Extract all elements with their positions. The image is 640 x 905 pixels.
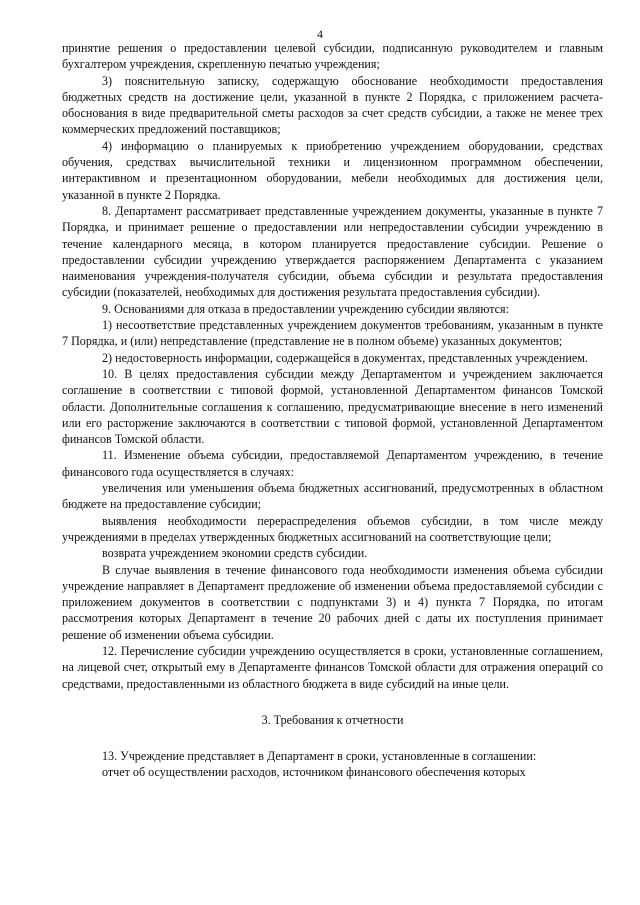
paragraph: 11. Изменение объема субсидии, предоставляемой Департаментом учреждению, в течение финансового года осуществляется в случаях:: [62, 448, 603, 479]
page-number: 4: [317, 27, 323, 41]
paragraph: 13. Учреждение представляет в Департамент в сроки, установленные в соглашении:: [102, 749, 537, 764]
paragraph: возврата учреждением экономии средств субсидии.: [102, 546, 368, 561]
paragraph: 1) несоответствие представленных учреждением документов требованиям, указанным в пункте 7 Порядка, и (или) непредставление (представление не в полном объеме) указанных документов;: [62, 318, 603, 349]
section-heading: 3. Требования к отчетности: [261, 712, 404, 727]
paragraph: увеличения или уменьшения объема бюджетных ассигнований, предусмотренных в областном бюджете на предоставление субсидии;: [62, 481, 603, 512]
paragraph: 4) информацию о планируемых к приобретению учреждением оборудовании, средствах обучения, средствах вычислительной техники и лицензионном программном обеспечении, интерактивном и презентационном оборудовании, мебели необходимых для достижения цели, указанной в пункте 2 Порядка.: [62, 138, 603, 202]
document-body: [62, 40, 603, 781]
paragraph: выявления необходимости перераспределения объемов субсидии, в том числе между учреждениями в пределах утвержденных бюджетных ассигнований на соответствующие цели;: [62, 513, 603, 544]
paragraph: отчет об осуществлении расходов, источником финансового обеспечения которых: [102, 765, 526, 780]
paragraph: 3) пояснительную записку, содержащую обоснование необходимости предоставления бюджетных средств на достижение цели, указанной в пункте 2 Порядка, с приложением расчета-обоснования в виде предварительной сметы расходов за счет средств субсидии, а также не менее трех коммерческих предложений поставщиков;: [62, 73, 603, 137]
paragraph: 12. Перечисление субсидии учреждению осуществляется в сроки, установленные соглашением, на лицевой счет, открытый ему в Департаменте финансов Томской области для отражения операций со средствами, предоставленными из областного бюджета в виде субсидий на иные цели.: [62, 643, 603, 691]
paragraph: 8. Департамент рассматривает представленные учреждением документы, указанные в пункте 7 Порядка, и принимает решение о предоставлении или непредоставлении субсидии учреждению в течение календарного месяца, в котором планируется предоставление субсидии. Решение о предоставлении субсидии учреждению утверждается распоряжением Департамента с указанием наименования учреждения-получателя субсидии, объема субсидии и результата предоставления субсидии (показателей, необходимых для достижения результата предоставления субсидии).: [62, 203, 603, 300]
paragraph: 10. В целях предоставления субсидии между Департаментом и учреждением заключается соглашение в соответствии с типовой формой, установленной Департаментом финансов Томской области. Дополнительные соглашения к соглашению, предусматривающие внесение в него изменений или его расторжение заключаются в соответствии с типовой формой, установленной Департаментом финансов Томской области.: [62, 366, 603, 447]
paragraph: 2) недостоверность информации, содержащейся в документах, представленных учреждением.: [102, 350, 588, 365]
paragraph: принятие решения о предоставлении целевой субсидии, подписанную руководителем и главным бухгалтером учреждения, скрепленную печатью учреждения;: [62, 41, 603, 72]
paragraph: 9. Основаниями для отказа в предоставлении учреждению субсидии являются:: [102, 301, 509, 316]
paragraph: В случае выявления в течение финансового года необходимости изменения объема субсидии учреждение направляет в Департамент предложение об изменении объема предоставляемой субсидии с приложением документов в соответствии с подпунктами 3) и 4) пункта 7 Порядка, по итогам рассмотрения которых Департамент в течение 20 рабочих дней с даты их поступления принимает решение об изменении объема субсидии.: [62, 562, 603, 642]
